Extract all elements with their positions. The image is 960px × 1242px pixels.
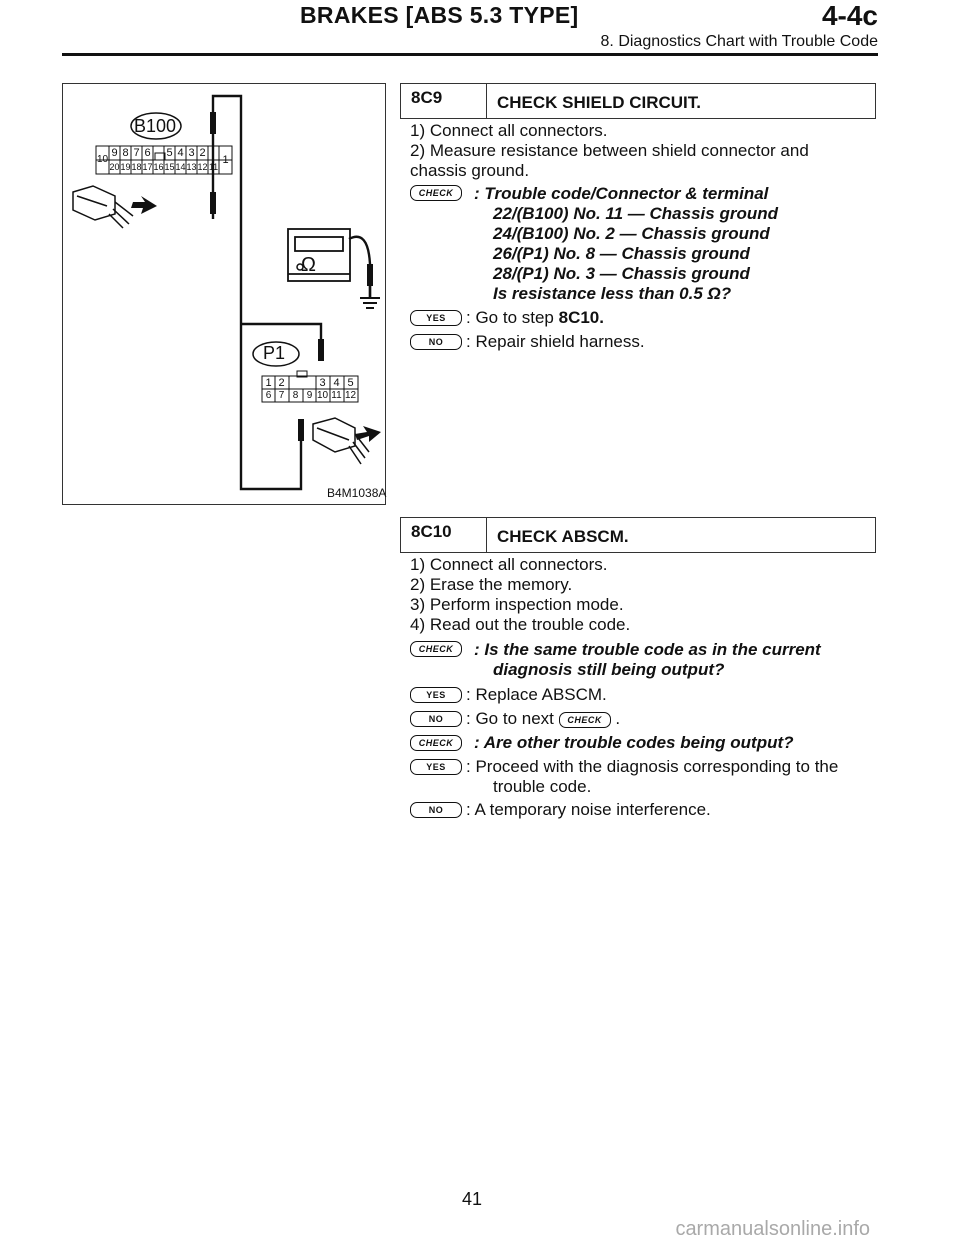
chapter-code: 4-4c <box>821 0 878 31</box>
step2-instruction-2: 2) Erase the memory. <box>410 575 573 594</box>
pin-label: 6 <box>144 147 151 159</box>
chapter-subtitle: 8. Diagnostics Chart with Trouble Code <box>600 33 878 50</box>
step-number: 8C9 <box>401 84 487 118</box>
pin-label: 1 <box>265 377 272 389</box>
pin-label: 7 <box>278 390 285 401</box>
pin-label: 2 <box>199 147 206 159</box>
step2-instruction-4: 4) Read out the trouble code. <box>410 615 631 634</box>
pin-label: 7 <box>133 147 140 159</box>
step2-instruction-3: 3) Perform inspection mode. <box>410 595 624 614</box>
pin-label: 3 <box>188 147 195 159</box>
figure-caption: B4M1038A <box>327 486 387 500</box>
header-rule <box>62 53 878 56</box>
pin-label: 2 <box>278 377 285 389</box>
step1-yes-line: : Go to step 8C10. <box>466 308 604 327</box>
pin-label: 13 <box>186 162 197 172</box>
no-mark-icon: NO <box>410 711 462 727</box>
pin-label: 11 <box>208 162 219 172</box>
step1-check-line-1: : Trouble code/Connector & terminal <box>474 184 769 203</box>
step2-check1-line-1: : Is the same trouble code as in the current <box>474 640 821 659</box>
pin-label: 5 <box>166 147 173 159</box>
step-number: 8C10 <box>401 518 487 552</box>
pin-label: 12 <box>197 162 208 172</box>
pin-label: 10 <box>317 390 329 401</box>
check-mark-icon: CHECK <box>410 185 462 201</box>
step2-check2-line: : Are other trouble codes being output? <box>474 733 794 752</box>
step2-instruction-1: 1) Connect all connectors. <box>410 555 608 574</box>
step1-check-line-4: 26/(P1) No. 8 — Chassis ground <box>493 244 750 263</box>
pin-label: 8 <box>122 147 129 159</box>
connector-label-b100: B100 <box>134 116 177 136</box>
pin-label: 18 <box>131 162 142 172</box>
step2-check1-line-2: diagnosis still being output? <box>493 660 725 679</box>
wiring-diagram-figure <box>62 83 386 505</box>
pin-label: 11 <box>331 390 342 401</box>
pin-label: 15 <box>164 162 175 172</box>
pin-label: 14 <box>175 162 186 172</box>
pin-label: 4 <box>177 147 184 159</box>
connector-label-p1: P1 <box>263 343 286 363</box>
no-mark-icon: NO <box>410 802 462 818</box>
yes-mark-icon: YES <box>410 759 462 775</box>
pin-label: 16 <box>153 162 164 172</box>
step-header-8c9 <box>400 83 876 119</box>
check-mark-icon: CHECK <box>410 641 462 657</box>
step1-instruction-1: 1) Connect all connectors. <box>410 121 608 140</box>
pin-label: 5 <box>347 377 354 389</box>
yes-mark-icon: YES <box>410 310 462 326</box>
step2-yes1-line: : Replace ABSCM. <box>466 685 607 704</box>
pin-label: 20 <box>109 162 120 172</box>
pin-label: 12 <box>345 390 357 401</box>
step1-instruction-3: chassis ground. <box>410 161 530 180</box>
step1-check-line-6: Is resistance less than 0.5 Ω? <box>493 284 732 303</box>
pin-label: 10 <box>97 154 109 165</box>
no-mark-icon: NO <box>410 334 462 350</box>
ohm-symbol: Ω <box>301 254 316 276</box>
section-title: BRAKES [ABS 5.3 TYPE] <box>300 2 579 28</box>
check-mark-icon: CHECK <box>559 712 611 728</box>
step1-instruction-2: 2) Measure resistance between shield connector and <box>410 141 809 160</box>
check-mark-icon: CHECK <box>410 735 462 751</box>
step-title: CHECK SHIELD CIRCUIT. <box>497 93 702 112</box>
pin-label: 1 <box>222 154 229 166</box>
pin-label: 8 <box>292 390 299 401</box>
step2-no1-line: : Go to next CHECK . <box>466 709 621 728</box>
step2-yes2-line-1: : Proceed with the diagnosis corresponding to the <box>466 757 839 776</box>
step2-yes2-line-2: trouble code. <box>493 777 592 796</box>
step-header-8c10 <box>400 517 876 553</box>
step1-check-line-3: 24/(B100) No. 2 — Chassis ground <box>493 224 770 243</box>
pin-label: 19 <box>120 162 131 172</box>
page-number: 41 <box>462 1189 483 1209</box>
pin-label: 3 <box>319 377 326 389</box>
pin-label: 17 <box>142 162 153 172</box>
pin-label: 6 <box>265 390 272 401</box>
step1-no-line: : Repair shield harness. <box>466 332 645 351</box>
step1-check-line-5: 28/(P1) No. 3 — Chassis ground <box>493 264 750 283</box>
watermark: carmanualsonline.info <box>675 1218 870 1240</box>
step2-no2-line: : A temporary noise interference. <box>466 800 711 819</box>
pin-label: 4 <box>333 377 340 389</box>
yes-mark-icon: YES <box>410 687 462 703</box>
step-title: CHECK ABSCM. <box>497 527 629 546</box>
pin-label: 9 <box>306 390 313 401</box>
pin-label: 9 <box>111 147 118 159</box>
step1-check-line-2: 22/(B100) No. 11 — Chassis ground <box>493 204 778 223</box>
